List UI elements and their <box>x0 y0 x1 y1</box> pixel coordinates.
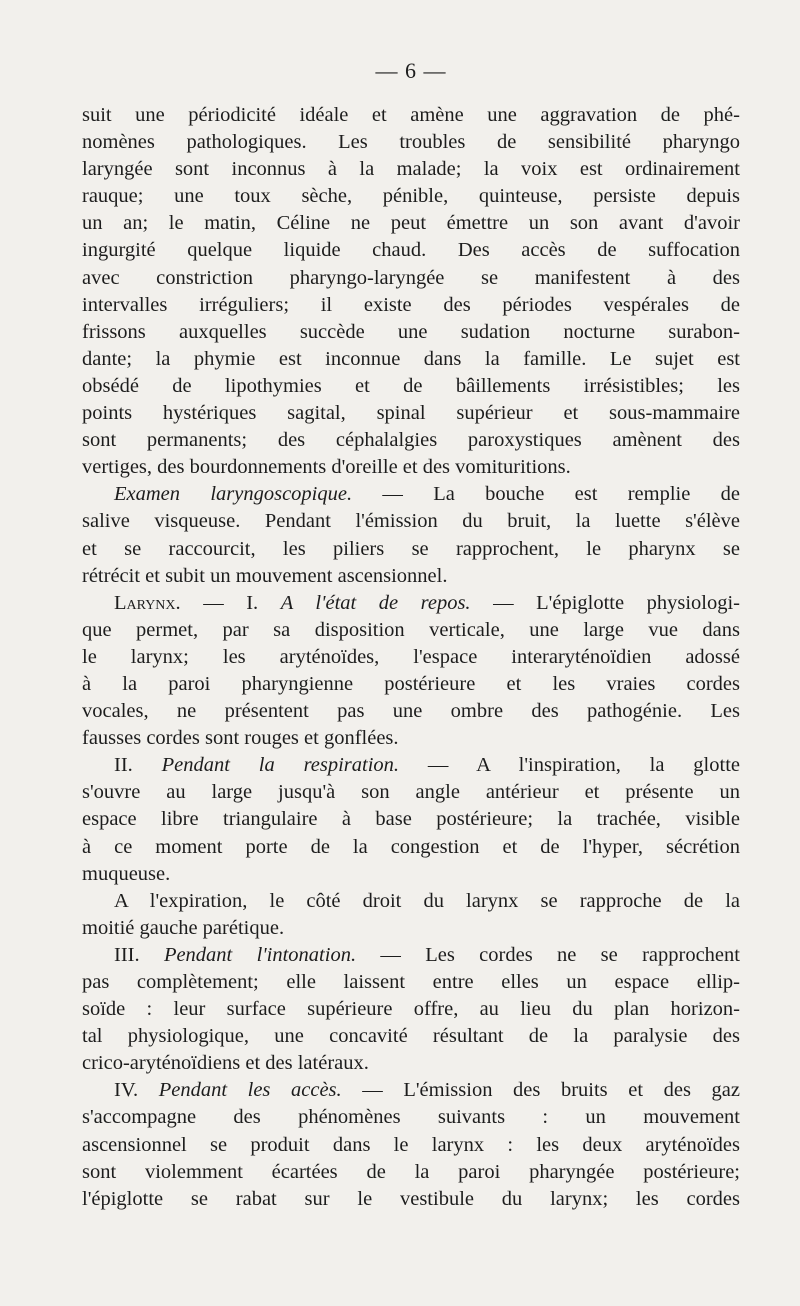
line-text: vertiges, des bourdonnements d'oreille et des vomituritions. <box>82 456 571 479</box>
text-line <box>82 563 740 590</box>
text-line <box>82 454 740 481</box>
line-text: vocales, ne présentent pas une ombre des pathogénie. Les <box>82 700 740 723</box>
line-text: salive visqueuse. Pendant l'émission du bruit, la luette s'élève <box>82 510 740 533</box>
text-line <box>82 1077 740 1104</box>
line-text: dante; la phymie est inconnue dans la famille. Le sujet est <box>82 347 740 370</box>
text-line <box>82 508 740 535</box>
text-line <box>82 1023 740 1050</box>
text-line <box>82 1186 740 1213</box>
text-line <box>82 1132 740 1159</box>
line-text: un an; le matin, Céline ne peut émettre un son avant d'avoir <box>82 212 740 235</box>
line-text: muqueuse. <box>82 862 171 885</box>
section-heading: A l'état de repos. <box>280 591 471 614</box>
line-text: ascensionnel se produit dans le larynx : les deux aryténoïdes <box>82 1133 740 1156</box>
text-line <box>82 237 740 264</box>
text-line <box>82 834 740 861</box>
section-number: — I. <box>180 591 281 614</box>
line-text: — La bouche est remplie de <box>352 483 740 506</box>
text-line <box>82 861 740 888</box>
section-label: Larynx. <box>114 591 181 614</box>
text-line <box>82 400 740 427</box>
text-line <box>82 590 740 617</box>
section-number: II. <box>114 754 162 777</box>
text-line <box>82 969 740 996</box>
text-line <box>82 644 740 671</box>
text-line <box>82 156 740 183</box>
text-line <box>82 265 740 292</box>
line-text: avec constriction pharyngo-laryngée se manifestent à des <box>82 266 740 289</box>
text-line <box>82 752 740 779</box>
line-text: laryngée sont inconnus à la malade; la voix est ordinairement <box>82 158 740 181</box>
text-line <box>82 346 740 373</box>
text-line <box>82 129 740 156</box>
line-text: à ce moment porte de la congestion et de l'hyper, sécrétion <box>82 835 740 858</box>
text-line <box>82 373 740 400</box>
line-text: frissons auxquelles succède une sudation nocturne surabon- <box>82 320 740 343</box>
text-line <box>82 779 740 806</box>
line-text: l'épiglotte se rabat sur le vestibule du larynx; les cordes <box>82 1187 740 1210</box>
line-text: moitié gauche parétique. <box>82 916 285 939</box>
text-line <box>82 725 740 752</box>
text-line <box>82 1050 740 1077</box>
text-line <box>82 427 740 454</box>
section-heading: Pendant la respiration. <box>161 754 400 777</box>
line-text: — L'épiglotte physiologi- <box>470 591 740 614</box>
line-text: tal physiologique, une concavité résultant de la paralysie des <box>82 1025 740 1048</box>
line-text: à la paroi pharyngienne postérieure et les vraies cordes <box>82 672 740 695</box>
text-line <box>82 915 740 942</box>
text-line <box>82 536 740 563</box>
section-number: IV. <box>114 1079 159 1102</box>
line-text: le larynx; les aryténoïdes, l'espace interaryténoïdien adossé <box>82 645 740 668</box>
line-text: soïde : leur surface supérieure offre, au lieu du plan horizon- <box>82 998 740 1021</box>
section-heading: Pendant les accès. <box>158 1079 342 1102</box>
line-text: s'accompagne des phénomènes suivants : un mouvement <box>82 1106 740 1129</box>
line-text: A l'expiration, le côté droit du larynx se rapproche de la <box>114 889 740 912</box>
text-line <box>82 210 740 237</box>
line-text: sont violemment écartées de la paroi pharyngée postérieure; <box>82 1160 740 1183</box>
line-text: pas complètement; elle laissent entre elles un espace ellip- <box>82 971 740 993</box>
text-line <box>82 102 740 129</box>
line-text: s'ouvre au large jusqu'à son angle antérieur et présente un <box>82 781 740 804</box>
line-text: rétrécit et subit un mouvement ascensionnel. <box>82 564 448 587</box>
line-text: — Les cordes ne se rapprochent <box>356 943 740 966</box>
text-line <box>82 942 740 969</box>
line-text: crico-aryténoïdiens et des latéraux. <box>82 1052 369 1075</box>
line-text: ingurgité quelque liquide chaud. Des accès de suffocation <box>82 239 740 262</box>
line-text: sont permanents; des céphalalgies paroxystiques amènent des <box>82 429 740 452</box>
text-line <box>82 183 740 210</box>
body-text <box>82 102 740 1213</box>
text-line <box>82 1159 740 1186</box>
page-number: — 6 — <box>375 58 447 83</box>
line-text: — A l'inspiration, la glotte <box>399 754 740 777</box>
text-line <box>82 319 740 346</box>
text-line <box>82 481 740 508</box>
section-number: III. <box>114 943 164 966</box>
text-line <box>82 671 740 698</box>
line-text: points hystériques sagital, spinal supérieur et sous-mammaire <box>82 402 740 425</box>
text-line <box>82 698 740 725</box>
text-line <box>82 292 740 319</box>
line-text: obsédé de lipothymies et de bâillements irrésistibles; les <box>82 374 740 397</box>
section-heading: Pendant l'intonation. <box>163 943 357 966</box>
line-text: suit une périodicité idéale et amène une aggravation de phé- <box>82 104 740 126</box>
line-text: espace libre triangulaire à base postérieure; la trachée, visible <box>82 808 740 831</box>
line-text: fausses cordes sont rouges et gonflées. <box>82 727 399 750</box>
line-text: que permet, par sa disposition verticale, une large vue dans <box>82 618 740 641</box>
text-line <box>82 617 740 644</box>
text-line <box>82 888 740 915</box>
section-heading: Examen laryngoscopique. <box>114 483 353 506</box>
line-text: rauque; une toux sèche, pénible, quinteuse, persiste depuis <box>82 185 740 208</box>
text-line <box>82 806 740 833</box>
line-text: et se raccourcit, les piliers se rapprochent, le pharynx se <box>82 537 740 560</box>
text-line <box>82 996 740 1023</box>
line-text: intervalles irréguliers; il existe des périodes vespérales de <box>82 293 740 316</box>
line-text: nomènes pathologiques. Les troubles de sensibilité pharyngo <box>82 131 740 154</box>
text-line <box>82 1104 740 1131</box>
line-text: — L'émission des bruits et des gaz <box>341 1079 740 1102</box>
